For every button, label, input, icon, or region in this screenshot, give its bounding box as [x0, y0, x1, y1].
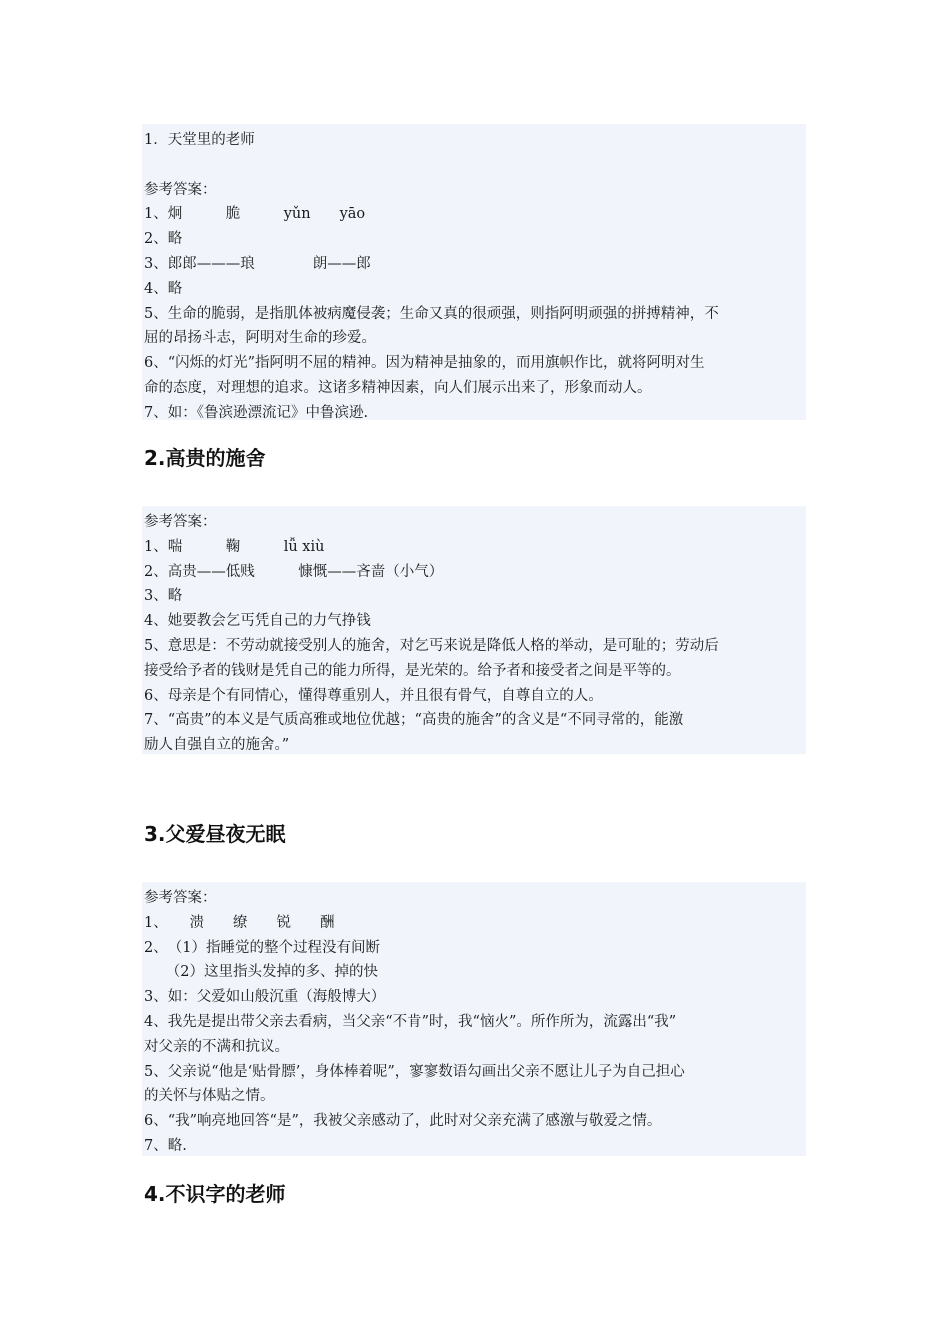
answer-line: 4、我先是提出带父亲去看病，当父亲“不肯”时，我“恼火”。所作所为，流露出“我” — [144, 1013, 677, 1030]
answer-line: 6、“我”响亮地回答“是”，我被父亲感动了，此时对父亲充满了感激与敬爱之情。 — [144, 1113, 662, 1130]
answer-line: 5、意思是：不劳动就接受别人的施舍，对乞丐来说是降低人格的举动，是可耻的；劳动后 — [144, 637, 719, 654]
answer-line: 屈的昂扬斗志，阿明对生命的珍爱。 — [144, 330, 376, 347]
answer-line: 4、她要教会乞丐凭自己的力气挣钱 — [144, 613, 371, 630]
answer-line: 接受给予者的钱财是凭自己的能力所得，是光荣的。给予者和接受者之间是平等的。 — [144, 662, 681, 679]
answer-line: 对父亲的不满和抗议。 — [144, 1038, 289, 1055]
answer-line: 参考答案： — [144, 890, 217, 906]
answer-line: 7、“高贵”的本义是气质高雅或地位优越；“高贵的施舍”的含义是“不同寻常的，能激 — [144, 712, 684, 729]
answer-block-1 — [142, 124, 806, 420]
answer-line: 参考答案： — [144, 514, 217, 530]
block-title: 1．天堂里的老师 — [144, 132, 255, 148]
answer-line: 6、母亲是个有同情心，懂得尊重别人，并且很有骨气，自尊自立的人。 — [144, 687, 603, 704]
answer-line: 3、略 — [144, 588, 183, 605]
section-heading-4: 4.不识字的老师 — [144, 1182, 286, 1206]
answer-line: 7、如：《鲁滨逊漂流记》中鲁滨逊. — [144, 404, 369, 421]
answer-line: 4、略 — [144, 280, 183, 297]
answer-line: 3、郎郎———琅 朗——郎 — [144, 255, 371, 272]
answer-line: （2）这里指头发掉的多、掉的快 — [144, 964, 378, 981]
answer-line: 2、略 — [144, 231, 183, 248]
answer-line: 的关怀与体贴之情。 — [144, 1088, 275, 1105]
answer-line: 1、喘 鞠 lǚ xiù — [144, 538, 325, 555]
answer-block-2 — [142, 506, 806, 754]
answer-line: 1、 溃 缭 锐 酬 — [144, 914, 335, 931]
blank-line — [144, 153, 806, 178]
answer-line: 6、“闪烁的灯光”指阿明不屈的精神。因为精神是抽象的，而用旗帜作比，就将阿明对生 — [144, 355, 705, 372]
answer-line: 2、高贵——低贱 慷慨——吝啬（小气） — [144, 563, 444, 580]
answer-line: 1、炯 脆 yǔn yāo — [144, 206, 366, 223]
answer-block-3 — [142, 882, 806, 1156]
section-heading-2: 2.高贵的施舍 — [144, 446, 266, 470]
section-heading-3: 3.父爱昼夜无眠 — [144, 822, 286, 846]
answer-line: 命的态度，对理想的追求。这诸多精神因素，向人们展示出来了，形象而动人。 — [144, 379, 652, 396]
answer-line: 3、如：父爱如山般沉重（海般博大） — [144, 989, 386, 1006]
answer-line: 5、父亲说“他是‘贴骨膘’，身体棒着呢”，寥寥数语勾画出父亲不愿让儿子为自己担心 — [144, 1063, 685, 1080]
answer-line: 5、生命的脆弱，是指肌体被病魔侵袭；生命又真的很顽强，则指阿明顽强的拼搏精神，不 — [144, 305, 719, 322]
answer-line: 参考答案： — [144, 181, 217, 198]
answer-line: 7、略. — [144, 1137, 187, 1154]
answer-line: 2、 （1）指睡觉的整个过程没有间断 — [144, 939, 380, 956]
answer-line: 励人自强自立的施舍。” — [144, 737, 290, 754]
